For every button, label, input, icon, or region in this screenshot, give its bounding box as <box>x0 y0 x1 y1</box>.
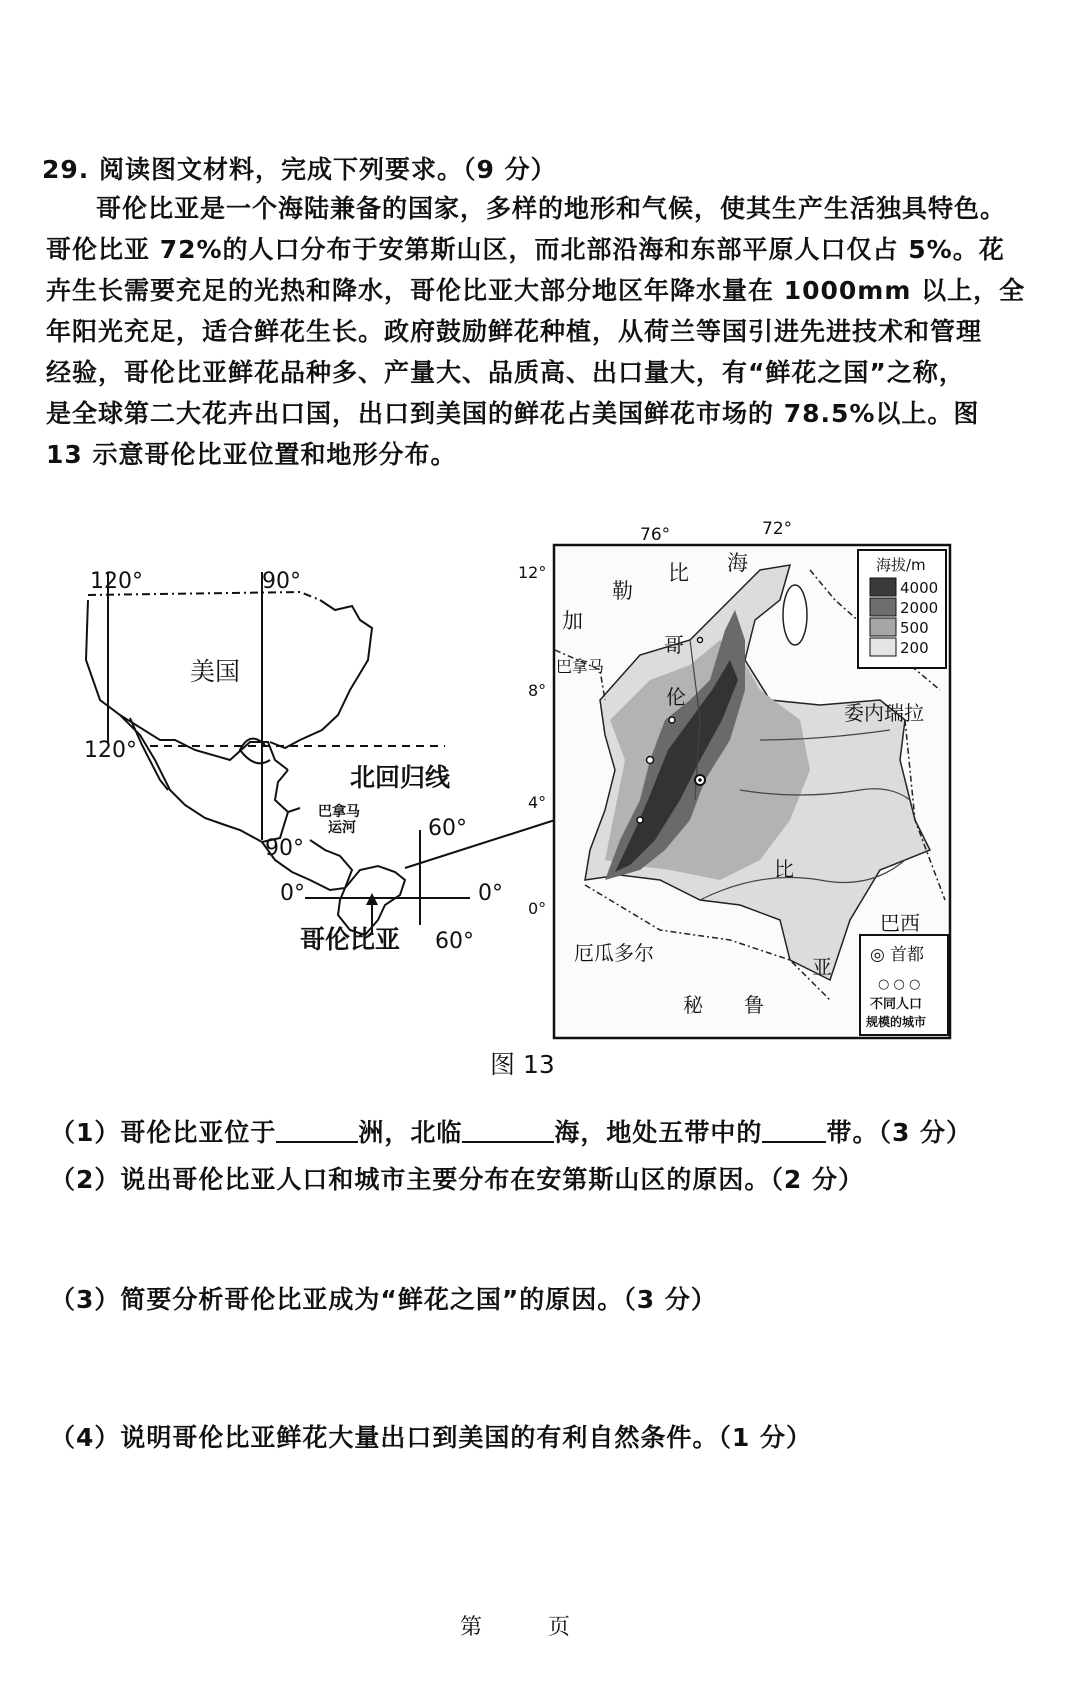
legend-swatch-200 <box>870 638 896 656</box>
sub-question-2: （2）说出哥伦比亚人口和城市主要分布在安第斯山区的原因。（2 分） <box>50 1165 864 1194</box>
q1-part-a: （1）哥伦比亚位于 <box>50 1118 277 1147</box>
city-marker <box>647 757 654 764</box>
sea-char: 勒 <box>612 579 633 603</box>
q1-part-c: 海，地处五带中的 <box>554 1118 763 1147</box>
peru-char: 秘 <box>683 993 703 1017</box>
lat-12-label: 12° <box>518 563 547 582</box>
legend-swatch-4000 <box>870 578 896 596</box>
city-marker <box>637 817 643 823</box>
colombia-char: 比 <box>774 857 794 881</box>
material-line: 是全球第二大花卉出口国，出口到美国的鲜花占美国鲜花市场的 78.5%以上。图 <box>46 399 980 428</box>
city-marker <box>698 638 703 643</box>
mexico-outline <box>120 715 300 842</box>
answer-blank-zone[interactable] <box>762 1117 826 1143</box>
lon-90-bottom: 90° <box>265 836 304 861</box>
figure-caption: 图 13 <box>490 1050 555 1079</box>
page-footer <box>460 1610 636 1641</box>
capital-label: 首都 <box>890 945 924 965</box>
legend-level: 200 <box>900 639 929 657</box>
sub-question-3: （3）简要分析哥伦比亚成为“鲜花之国”的原因。（3 分） <box>50 1285 717 1314</box>
colombia-char: 哥 <box>664 633 684 657</box>
legend-level: 500 <box>900 619 929 637</box>
material-line: 经验，哥伦比亚鲜花品种多、产量大、品质高、出口量大，有“鲜花之国”之称， <box>46 358 965 387</box>
material-line: 哥伦比亚是一个海陆兼备的国家，多样的地形和气候，使其生产生活独具特色。 <box>96 194 1007 223</box>
city-label-2: 规模的城市 <box>866 1015 927 1029</box>
footer-right: 页 <box>548 1615 571 1640</box>
lon-120-left: 120° <box>84 738 137 763</box>
sea-char: 比 <box>668 561 689 585</box>
lat-0-left: 0° <box>280 881 305 906</box>
city-label-1: 不同人口 <box>870 997 923 1012</box>
legend-title: 海拔/m <box>876 556 926 574</box>
ecuador-label: 厄瓜多尔 <box>574 941 654 965</box>
lon-60-top: 60° <box>428 816 467 841</box>
legend-swatch-500 <box>870 618 896 636</box>
answer-blank-continent[interactable] <box>276 1117 358 1143</box>
sub-question-1 <box>50 1113 972 1149</box>
material-line: 卉生长需要充足的光热和降水，哥伦比亚大部分地区年降水量在 1000mm 以上，全 <box>46 276 1026 305</box>
question-title: 29. 阅读图文材料，完成下列要求。（9 分） <box>42 155 557 184</box>
legend-level: 4000 <box>900 579 939 597</box>
footer-left: 第 <box>460 1615 483 1640</box>
canal-label-2: 运河 <box>328 820 356 836</box>
sea-char: 海 <box>727 551 748 575</box>
colombia-label: 哥伦比亚 <box>300 925 401 954</box>
peru-char: 鲁 <box>744 993 764 1017</box>
lon-60-bottom: 60° <box>435 929 474 954</box>
capital-symbol: ◎ <box>870 945 885 965</box>
sub-question-4: （4）说明哥伦比亚鲜花大量出口到美国的有利自然条件。（1 分） <box>50 1423 812 1452</box>
terrain-map <box>518 519 950 1038</box>
canal-label-1: 巴拿马 <box>318 804 360 820</box>
usa-label: 美国 <box>190 657 241 686</box>
colombia-char: 亚 <box>812 955 832 979</box>
lon-120-top: 120° <box>90 569 143 594</box>
material-line: 年阳光充足，适合鲜花生长。政府鼓励鲜花种植，从荷兰等国引进先进技术和管理 <box>46 317 983 346</box>
lon-90-top: 90° <box>262 569 301 594</box>
city-symbol: ○ ○ ○ <box>878 977 921 992</box>
brazil-label: 巴西 <box>880 911 920 935</box>
city-marker <box>669 717 675 723</box>
lon-76-label: 76° <box>640 525 671 545</box>
material-line: 13 示意哥伦比亚位置和地形分布。 <box>46 440 457 469</box>
tropic-label: 北回归线 <box>350 763 451 792</box>
material-line: 哥伦比亚 72%的人口分布于安第斯山区，而北部沿海和东部平原人口仅占 5%。花 <box>46 235 1005 264</box>
lake-maracaibo <box>783 585 807 645</box>
venezuela-label: 委内瑞拉 <box>844 701 924 725</box>
capital-marker-dot <box>698 778 702 782</box>
q1-part-d: 带。（3 分） <box>826 1118 973 1147</box>
lat-0-label: 0° <box>528 899 547 918</box>
sea-char: 加 <box>562 609 583 633</box>
answer-blank-sea[interactable] <box>462 1117 554 1143</box>
lat-8-label: 8° <box>528 681 547 700</box>
q1-part-b: 洲，北临 <box>358 1118 463 1147</box>
location-map <box>84 569 555 954</box>
legend-swatch-2000 <box>870 598 896 616</box>
lat-0-right: 0° <box>478 881 503 906</box>
lat-4-label: 4° <box>528 793 547 812</box>
legend-level: 2000 <box>900 599 939 617</box>
colombia-char: 伦 <box>666 685 686 709</box>
lon-72-label: 72° <box>762 519 793 539</box>
panama-label: 巴拿马 <box>556 657 605 676</box>
